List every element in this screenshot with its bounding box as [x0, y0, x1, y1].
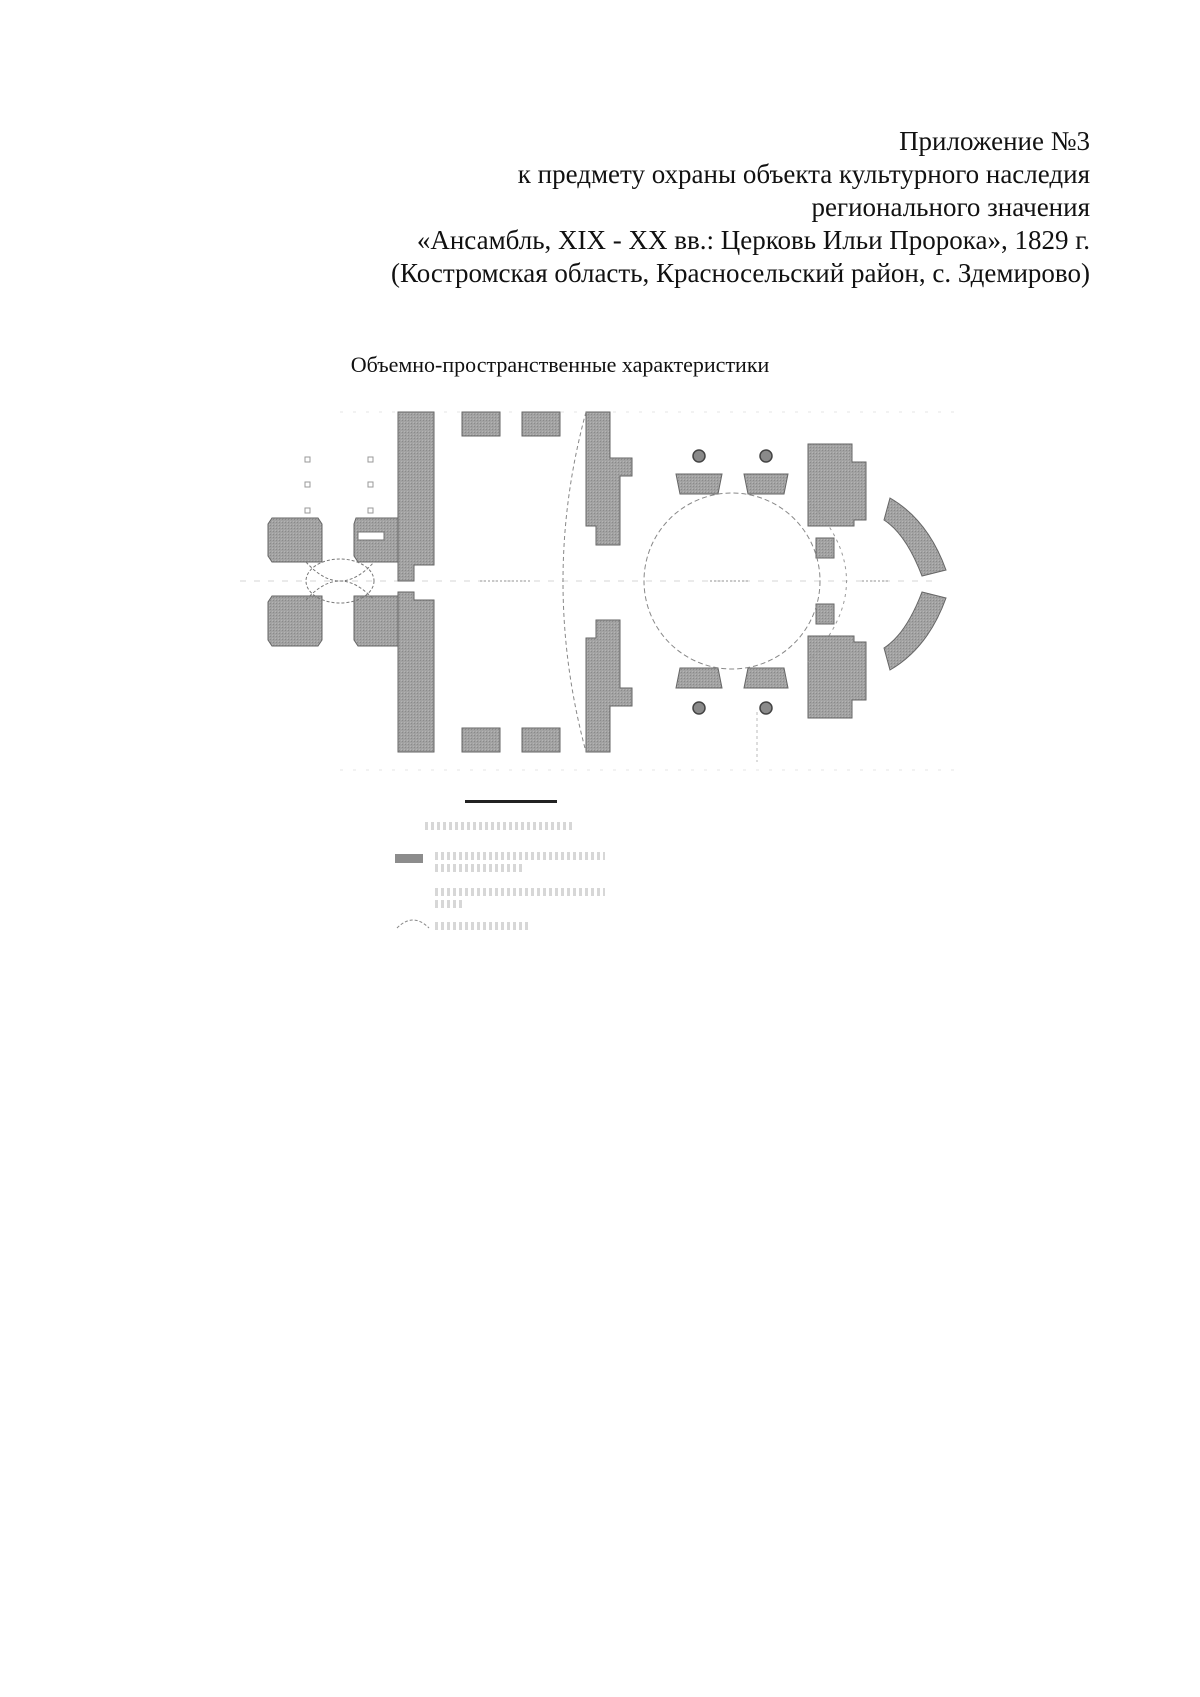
main-pier-ne [744, 474, 788, 494]
refectory-pier-north-1 [462, 412, 500, 436]
apse-wall-south [884, 592, 946, 670]
refectory-pier-north-2 [522, 412, 560, 436]
post-marker [368, 508, 373, 513]
appendix-significance: регионального значения [811, 192, 1090, 222]
legend-openings-text-illegible-2 [435, 900, 465, 908]
legend-openings-text-illegible [435, 888, 605, 896]
post-marker [368, 482, 373, 487]
refectory-vault-arc [563, 412, 586, 752]
post-marker [368, 457, 373, 462]
iconostasis-post-north [816, 538, 834, 558]
main-pier-nw [676, 474, 722, 494]
post-marker [305, 482, 310, 487]
bell-tower-block [268, 457, 404, 646]
column-sw [693, 702, 705, 714]
plan-title-text: Объемно-пространственные характеристики [350, 352, 770, 377]
apse-wall-north [884, 498, 946, 576]
column-ne [760, 450, 772, 462]
refectory-east-wall-south [586, 620, 632, 752]
legend-scale-rule [465, 800, 557, 803]
legend-vault-arc-symbol [395, 916, 431, 930]
refectory-east-wall-north [586, 412, 632, 545]
refectory-pier-south-1 [462, 728, 500, 752]
legend-heading-illegible [425, 822, 575, 830]
legend-walls-text-illegible [435, 852, 605, 860]
iconostasis-post-south [816, 604, 834, 624]
post-marker [305, 508, 310, 513]
appendix-number: Приложение №3 [899, 126, 1090, 156]
legend-vaults-text-illegible [435, 922, 530, 930]
appendix-object-name: «Ансамбль, XIX - XX вв.: Церковь Ильи Пророка», 1829 г. [416, 225, 1090, 255]
stair-opening [358, 532, 384, 540]
refectory-walls [398, 412, 632, 752]
altar-wall-south [808, 636, 866, 718]
refectory-pier-south-2 [522, 728, 560, 752]
bell-tower-pier-nw [268, 518, 322, 562]
altar-wall-north [808, 444, 866, 526]
column-nw [693, 450, 705, 462]
refectory-west-wall-north [398, 412, 434, 581]
legend-walls-text-illegible-2 [435, 864, 525, 872]
main-pier-se [744, 668, 788, 688]
appendix-location: (Костромская область, Красносельский район, с. Здемирово) [391, 258, 1090, 288]
appendix-subject: к предмету охраны объекта культурного наследия [517, 159, 1090, 189]
post-marker [305, 457, 310, 462]
bell-tower-pier-sw [268, 596, 322, 646]
column-se [760, 702, 772, 714]
legend-walls-swatch [395, 854, 423, 863]
main-pier-sw [676, 668, 722, 688]
bell-tower-pier-se [354, 596, 404, 646]
refectory-west-wall-south [398, 592, 434, 752]
